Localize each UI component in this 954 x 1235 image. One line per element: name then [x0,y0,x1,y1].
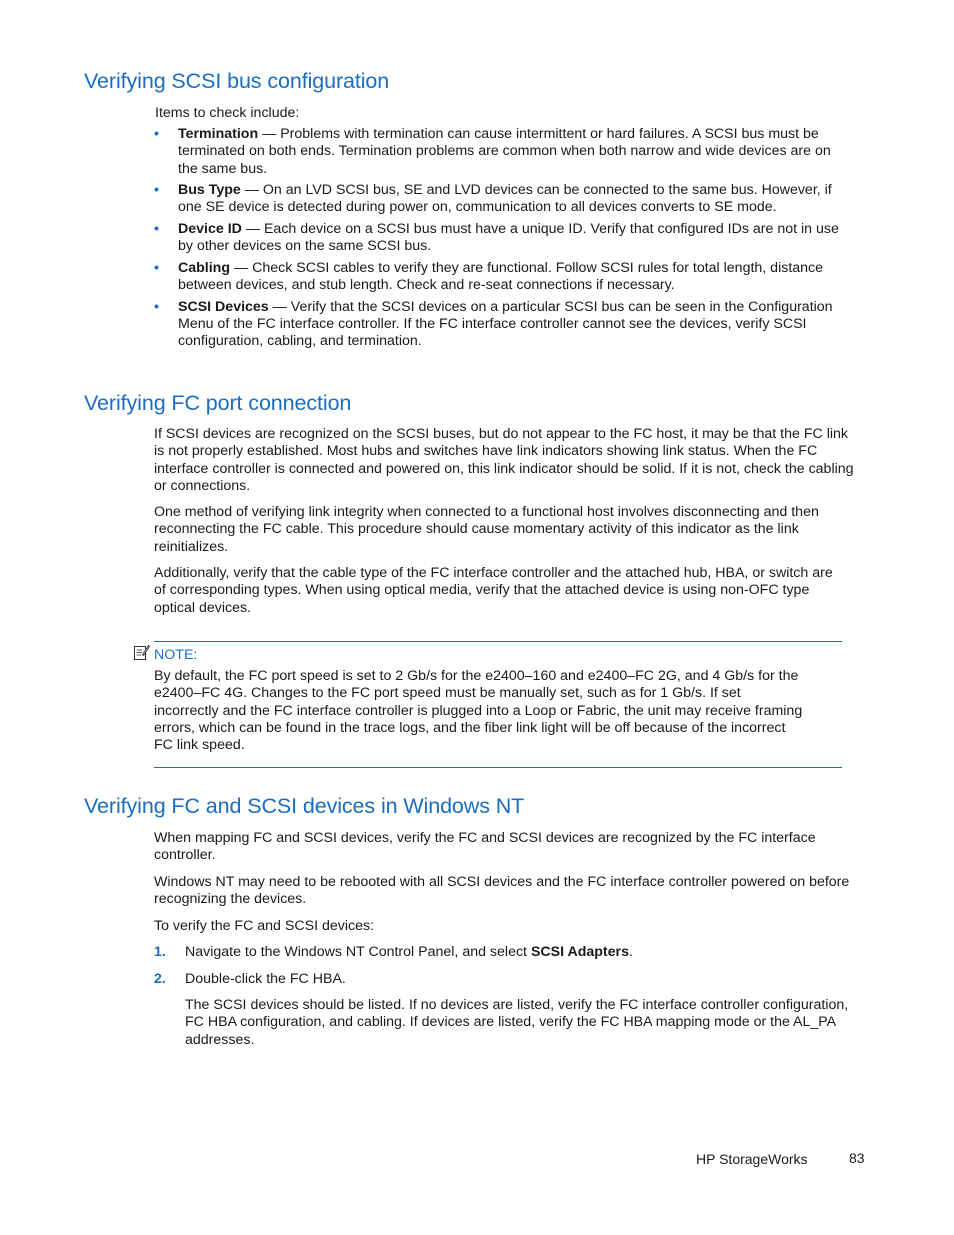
paragraph: If SCSI devices are recognized on the SCSI buses, but do not appear to the FC host, it may be that the FC link is not properly established. Most hubs and switches have link indicators showing link status. When the FC interface controller is connected and powered on, this link indicator should be solid. If it is not, check the cabling or connections. [154,426,854,494]
note-bottom-rule [154,767,842,768]
list-item [154,260,844,295]
section-heading-scsi-bus: Verifying SCSI bus configuration [84,69,390,93]
paragraph: To verify the FC and SCSI devices: [154,918,374,934]
list-item-text: — On an LVD SCSI bus, SE and LVD devices can be connected to the same bus. However, if one SE device is detected during power on, communication to all devices converts to SE mode. [178,182,832,216]
paragraph: One method of verifying link integrity when connected to a functional host involves disconnecting and then reconnecting the FC cable. This procedure should cause momentary activity of this indicator as the link reinitializes. [154,504,819,555]
step-after: . [628,944,633,960]
section-heading-fc-port: Verifying FC port connection [84,391,352,415]
bullet-icon: • [154,259,159,276]
note-icon [133,644,150,666]
footer-product: HP StorageWorks [696,1151,808,1167]
note-text: By default, the FC port speed is set to 2 Gb/s for the e2400–160 and e2400–FC 2G, and 4 Gb/s for the e2400–FC 4G. Changes to the FC port speed must be manually set, such as for 1 Gb/s. If set incorrectly and the FC interface controller is plugged into a Loop or Fabric, the unit may receive framing errors, which can be found in the trace logs, and the fiber link light will be off because of the incorrect FC link speed. [154,668,803,754]
section-heading-windows-nt: Verifying FC and SCSI devices in Windows NT [84,794,525,818]
paragraph: When mapping FC and SCSI devices, verify the FC and SCSI devices are recognized by the FC interface controller. [154,830,816,864]
list-item [154,182,844,217]
list-item-text: — Verify that the SCSI devices on a particular SCSI bus can be seen in the Configuration Menu of the FC interface controller. If the FC interface controller cannot see the devices, verify SCSI configuration, cabling, and termination. [178,298,833,350]
list-item-term: Termination [178,126,259,142]
check-list [154,126,844,355]
list-item-text: — Check SCSI cables to verify they are functional. Follow SCSI rules for total length, distance between devices, and stub length. Check and re-seat connections if necessary. [178,259,824,294]
list-item-text: — Problems with termination can cause intermittent or hard failures. A SCSI bus must be terminated on both ends. Termination problems are common when both narrow and wide devices are on the same bus. [178,126,831,177]
step-detail: The SCSI devices should be listed. If no devices are listed, verify the FC interface controller configuration, FC HBA configuration, and cabling. If devices are listed, verify the FC HBA mapping mode or the AL_PA addresses. [185,997,849,1048]
list-item-text: — Each device on a SCSI bus must have a unique ID. Verify that configured IDs are not in use by other devices on the same SCSI bus. [178,221,839,255]
bullet-icon: • [154,221,159,238]
note-label: NOTE: [154,647,198,663]
items-intro: Items to check include: [155,105,300,121]
step-number: 1. [154,944,166,960]
bullet-icon: • [154,298,159,315]
bullet-icon: • [154,126,159,142]
step-bold: SCSI Adapters [530,944,629,960]
step-text: Navigate to the Windows NT Control Panel, and select [185,944,531,960]
step-number: 2. [154,971,166,987]
list-item-term: Device ID [178,221,242,238]
paragraph: Additionally, verify that the cable type of the FC interface controller and the attached hub, HBA, or switch are of corresponding types. When using optical media, verify that the attached device is using non-OFC type optical devices. [154,565,833,616]
list-item [154,126,844,178]
page-number: 83 [849,1150,865,1166]
list-item-term: Cabling [178,259,231,276]
list-item-term: SCSI Devices [178,298,269,315]
list-item [154,221,844,256]
list-item [154,299,844,351]
bullet-icon: • [154,182,159,199]
step-text: Double-click the FC HBA. [185,971,346,987]
note-header [133,644,197,666]
note-top-rule [154,641,842,642]
paragraph: Windows NT may need to be rebooted with all SCSI devices and the FC interface controller powered on before recognizing the devices. [154,874,850,908]
step-text-wrap [185,944,633,961]
list-item-term: Bus Type [178,182,241,199]
